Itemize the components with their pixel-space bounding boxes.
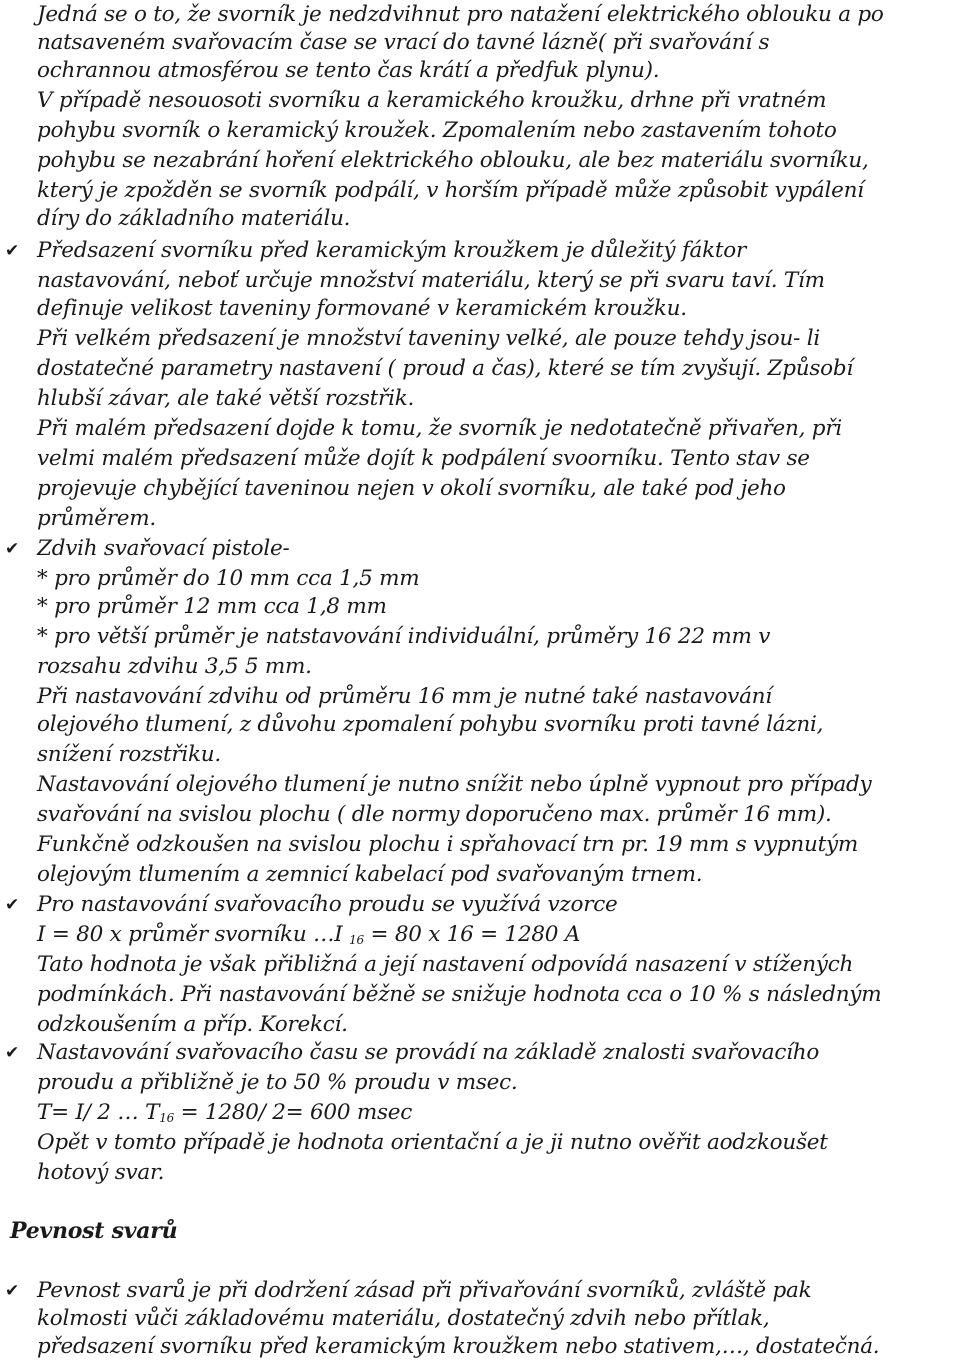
- paragraph-line: Tato hodnota je však přibližná a její nastavení odpovídá nasazení v stížených: [37, 952, 854, 977]
- paragraph-line: díry do základního materiálu.: [37, 206, 351, 231]
- formula-line: [37, 1098, 412, 1128]
- formula-text: T= I/ 2 … T: [37, 1100, 160, 1125]
- paragraph-line: Funkčně odzkoušen na svislou plochu i spřahovací trn pr. 19 mm s vypnutým: [37, 832, 859, 857]
- paragraph-line: Jedná se o to, že svorník je nedzdvihnut pro natažení elektrického oblouku a po: [37, 2, 884, 27]
- checkmark-bullet-icon: ✔: [5, 895, 19, 915]
- paragraph-line: proudu a přibližně je to 50 % proudu v msec.: [37, 1070, 518, 1095]
- paragraph-line: * pro průměr 12 mm cca 1,8 mm: [37, 594, 387, 619]
- paragraph-line: Při malém předsazení dojde k tomu, že svorník je nedotatečně přivařen, při: [37, 416, 842, 441]
- paragraph-line: snížení rozstřiku.: [37, 742, 221, 767]
- paragraph-line: V případě nesouosoti svorníku a keramického kroužku, drhne při vratném: [37, 88, 827, 113]
- paragraph-line: předsazení svorníku před keramickým kroužkem nebo stativem,…, dostatečná.: [37, 1334, 880, 1359]
- paragraph-line: nastavování, neboť určuje množství materiálu, který se při svaru taví. Tím: [37, 268, 825, 293]
- paragraph-line: Předsazení svorníku před keramickým kroužkem je důležitý fáktor: [37, 238, 747, 263]
- paragraph-line: definuje velikost taveniny formované v keramickém kroužku.: [37, 296, 687, 321]
- formula-text: = 1280/ 2= 600 msec: [173, 1100, 413, 1125]
- section-heading: Pevnost svarů: [10, 1218, 178, 1244]
- paragraph-line: * pro průměr do 10 mm cca 1,5 mm: [37, 566, 420, 591]
- paragraph-line: ochrannou atmosférou se tento čas krátí a předfuk plynu).: [37, 58, 660, 83]
- formula-text: = 80 x 16 = 1280 A: [363, 922, 581, 947]
- paragraph-line: Nastavování svařovacího času se provádí na základě znalosti svařovacího: [37, 1040, 820, 1065]
- formula-subscript: 16: [159, 1111, 174, 1125]
- paragraph-line: který je zpožděn se svorník podpálí, v horším případě může způsobit vypálení: [37, 178, 864, 203]
- paragraph-line: odzkoušením a příp. Korekcí.: [37, 1012, 348, 1037]
- checkmark-bullet-icon: ✔: [5, 539, 19, 559]
- paragraph-line: Pro nastavování svařovacího proudu se využívá vzorce: [37, 892, 618, 917]
- paragraph-line: hlubší závar, ale také větší rozstřik.: [37, 386, 415, 411]
- formula-line: [37, 920, 580, 950]
- paragraph-line: svařování na svislou plochu ( dle normy doporučeno max. průměr 16 mm).: [37, 802, 832, 827]
- paragraph-line: olejovým tlumením a zemnicí kabelací pod svařovaným trnem.: [37, 862, 703, 887]
- paragraph-line: natsaveném svařovacím čase se vrací do tavné lázně( při svařování s: [37, 30, 770, 55]
- paragraph-line: Při nastavování zdvihu od průměru 16 mm je nutné také nastavování: [37, 684, 772, 709]
- checkmark-bullet-icon: ✔: [5, 241, 19, 261]
- formula-subscript: 16: [349, 933, 364, 947]
- paragraph-line: pohybu svorník o keramický kroužek. Zpomalením nebo zastavením tohoto: [37, 118, 837, 143]
- paragraph-line: rozsahu zdvihu 3,5 5 mm.: [37, 654, 312, 679]
- paragraph-line: velmi malém předsazení může dojít k podpálení svoorníku. Tento stav se: [37, 446, 810, 471]
- paragraph-line: průměrem.: [37, 506, 156, 531]
- paragraph-line: * pro větší průměr je natstavování individuální, průměry 16 22 mm v: [37, 624, 771, 649]
- checkmark-bullet-icon: ✔: [5, 1043, 19, 1063]
- paragraph-line: Pevnost svarů je při dodržení zásad při přivařování svorníků, zvláště pak: [37, 1278, 812, 1303]
- paragraph-line: Opět v tomto případě je hodnota orientační a je ji nutno ověřit aodzkoušet: [37, 1130, 828, 1155]
- paragraph-line: projevuje chybějící taveninou nejen v okolí svorníku, ale také pod jeho: [37, 476, 786, 501]
- checkmark-bullet-icon: ✔: [5, 1281, 19, 1301]
- paragraph-line: podmínkách. Při nastavování běžně se snižuje hodnota cca o 10 % s následným: [37, 982, 882, 1007]
- paragraph-line: Při velkém předsazení je množství taveniny velké, ale pouze tehdy jsou- li: [37, 326, 820, 351]
- formula-text: I = 80 x průměr svorníku …I: [37, 922, 350, 947]
- paragraph-line: Zdvih svařovací pistole-: [37, 536, 290, 561]
- paragraph-line: Nastavování olejového tlumení je nutno snížit nebo úplně vypnout pro případy: [37, 772, 872, 797]
- paragraph-line: pohybu se nezabrání hoření elektrického oblouku, ale bez materiálu svorníku,: [37, 148, 869, 173]
- paragraph-line: hotový svar.: [37, 1160, 165, 1185]
- paragraph-line: kolmosti vůči základovému materiálu, dostatečný zdvih nebo přítlak,: [37, 1306, 770, 1331]
- paragraph-line: dostatečné parametry nastavení ( proud a čas), které se tím zvyšují. Způsobí: [37, 356, 853, 381]
- paragraph-line: olejového tlumení, z důvohu zpomalení pohybu svorníku proti tavné lázni,: [37, 712, 824, 737]
